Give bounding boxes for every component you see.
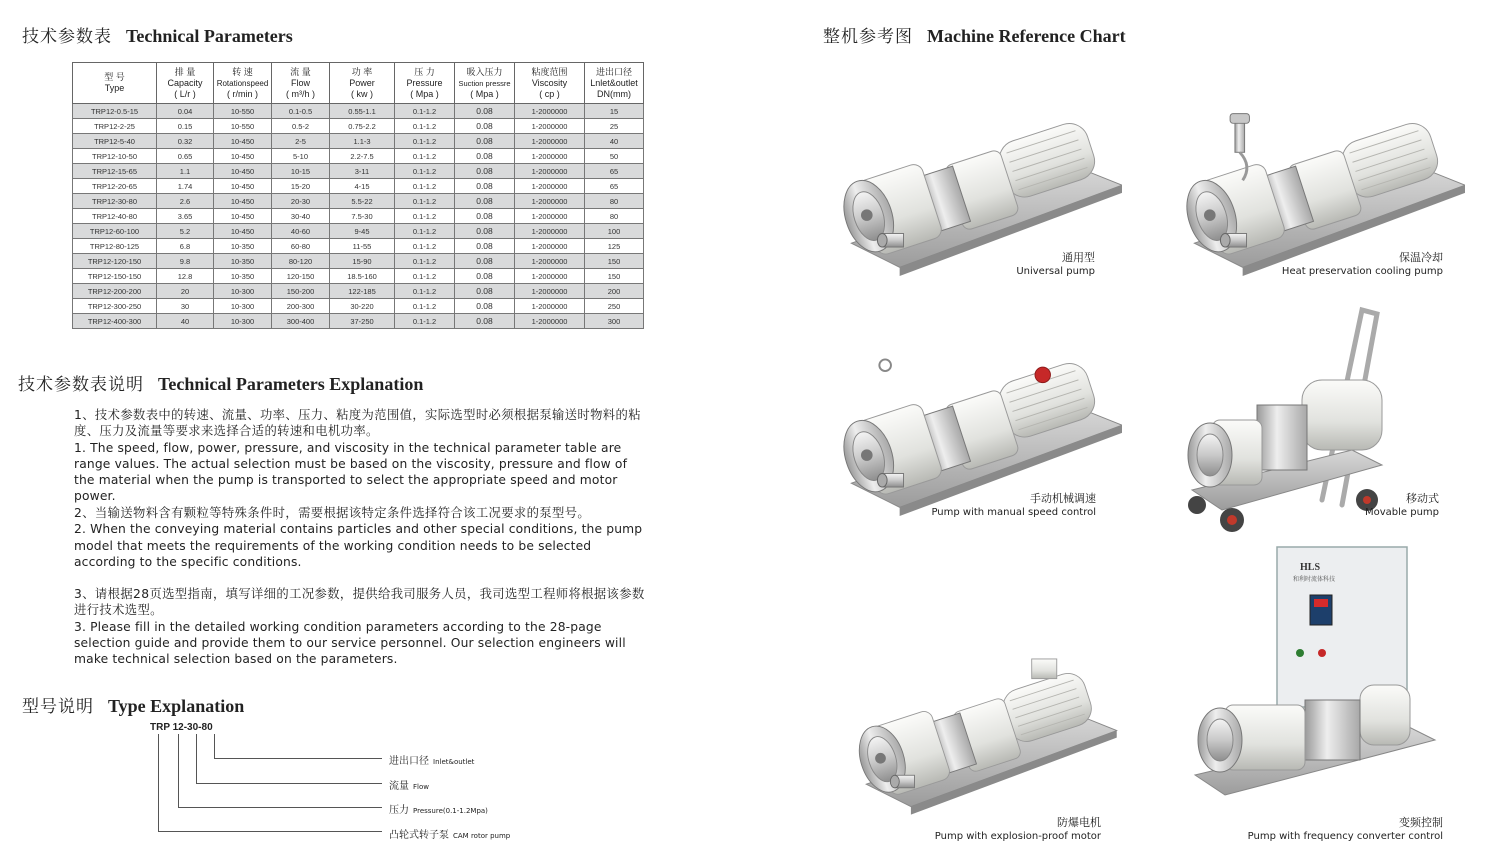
table-cell: 0.65 bbox=[157, 149, 214, 164]
table-row bbox=[73, 119, 644, 134]
type-explanation-title: 型号说明 Type Explanation bbox=[22, 696, 245, 717]
table-cell: 0.1-1.2 bbox=[395, 284, 455, 299]
table-cell: 0.1-1.2 bbox=[395, 224, 455, 239]
pump-image-frequency-converter bbox=[1185, 545, 1445, 809]
table-cell: 15-20 bbox=[272, 179, 330, 194]
bracket-line bbox=[214, 758, 382, 759]
cabinet-brand: HLS bbox=[1300, 562, 1321, 573]
table-header-cell: 流 量 Flow ( m³/h ) bbox=[272, 63, 330, 104]
table-cell: 0.08 bbox=[455, 164, 515, 179]
table-cell: 0.08 bbox=[455, 149, 515, 164]
table-cell: TRP12-120-150 bbox=[73, 254, 157, 269]
table-cell: 120-150 bbox=[272, 269, 330, 284]
table-header-cell: 吸入压力 Suction pressre ( Mpa ) bbox=[455, 63, 515, 104]
table-row bbox=[73, 269, 644, 284]
table-cell: 10-450 bbox=[214, 164, 272, 179]
table-cell: 10-450 bbox=[214, 149, 272, 164]
table-cell: 0.1-1.2 bbox=[395, 209, 455, 224]
table-cell: 10-300 bbox=[214, 314, 272, 329]
pump-caption-manual-speed: 手动机械调速 Pump with manual speed control bbox=[931, 492, 1096, 518]
table-cell: 0.1-1.2 bbox=[395, 269, 455, 284]
pump-caption-frequency-converter: 变频控制 Pump with frequency converter control bbox=[1247, 816, 1443, 842]
table-cell: 0.08 bbox=[455, 119, 515, 134]
pump-caption-universal: 通用型 Universal pump bbox=[1016, 251, 1095, 277]
table-cell: 0.1-1.2 bbox=[395, 254, 455, 269]
table-cell: 9-45 bbox=[330, 224, 395, 239]
bracket-line bbox=[158, 734, 159, 832]
table-header-cell: 排 量 Capacity ( L/r ) bbox=[157, 63, 214, 104]
table-cell: 0.08 bbox=[455, 224, 515, 239]
table-cell: 4-15 bbox=[330, 179, 395, 194]
table-cell: TRP12-2-25 bbox=[73, 119, 157, 134]
table-cell: 7.5-30 bbox=[330, 209, 395, 224]
type-code: TRP 12-30-80 bbox=[150, 722, 213, 733]
table-cell: 1-2000000 bbox=[515, 224, 585, 239]
table-cell: 1-2000000 bbox=[515, 164, 585, 179]
table-cell: 0.08 bbox=[455, 194, 515, 209]
table-cell: 65 bbox=[585, 164, 644, 179]
pump-caption-cooling: 保温冷却 Heat preservation cooling pump bbox=[1281, 251, 1443, 277]
table-row bbox=[73, 104, 644, 119]
pump-image-explosion-proof bbox=[840, 650, 1125, 824]
table-cell: 200 bbox=[585, 284, 644, 299]
table-cell: 10-450 bbox=[214, 209, 272, 224]
table-cell: 122-185 bbox=[330, 284, 395, 299]
table-cell: 2-5 bbox=[272, 134, 330, 149]
table-row bbox=[73, 284, 644, 299]
table-cell: TRP12-150-150 bbox=[73, 269, 157, 284]
table-cell: TRP12-400-300 bbox=[73, 314, 157, 329]
table-cell: 3.65 bbox=[157, 209, 214, 224]
table-cell: 1-2000000 bbox=[515, 314, 585, 329]
table-cell: 0.1-1.2 bbox=[395, 179, 455, 194]
table-cell: 30 bbox=[157, 299, 214, 314]
table-cell: 0.04 bbox=[157, 104, 214, 119]
type-label-flow: 流量 Flow bbox=[389, 781, 429, 792]
table-cell: 11-55 bbox=[330, 239, 395, 254]
table-cell: 0.08 bbox=[455, 284, 515, 299]
table-cell: 1-2000000 bbox=[515, 209, 585, 224]
table-header-cell: 进出口径 Lnlet&outlet DN(mm) bbox=[585, 63, 644, 104]
table-cell: TRP12-5-40 bbox=[73, 134, 157, 149]
pump-caption-explosion-proof: 防爆电机 Pump with explosion-proof motor bbox=[934, 816, 1101, 842]
table-cell: 40 bbox=[585, 134, 644, 149]
table-row bbox=[73, 149, 644, 164]
table-cell: 5-10 bbox=[272, 149, 330, 164]
bracket-line bbox=[178, 807, 382, 808]
table-cell: 40 bbox=[157, 314, 214, 329]
table-cell: 150 bbox=[585, 254, 644, 269]
table-cell: 1-2000000 bbox=[515, 194, 585, 209]
table-cell: 0.08 bbox=[455, 314, 515, 329]
table-cell: 10-550 bbox=[214, 104, 272, 119]
table-cell: 10-350 bbox=[214, 269, 272, 284]
bracket-line bbox=[196, 734, 197, 784]
table-cell: 80 bbox=[585, 194, 644, 209]
table-row bbox=[73, 224, 644, 239]
tech-params-title: 技术参数表 Technical Parameters bbox=[22, 26, 293, 47]
table-cell: 0.1-1.2 bbox=[395, 164, 455, 179]
table-cell: TRP12-10-50 bbox=[73, 149, 157, 164]
table-cell: 50 bbox=[585, 149, 644, 164]
table-cell: 2.2-7.5 bbox=[330, 149, 395, 164]
table-cell: TRP12-30-80 bbox=[73, 194, 157, 209]
table-cell: 125 bbox=[585, 239, 644, 254]
table-row bbox=[73, 194, 644, 209]
table-cell: TRP12-15-65 bbox=[73, 164, 157, 179]
table-cell: 2.6 bbox=[157, 194, 214, 209]
table-cell: 10-300 bbox=[214, 299, 272, 314]
table-cell: 80 bbox=[585, 209, 644, 224]
table-cell: 0.5-2 bbox=[272, 119, 330, 134]
table-cell: 30-220 bbox=[330, 299, 395, 314]
type-label-inlet: 进出口径 Inlet&outlet bbox=[389, 756, 475, 767]
table-cell: 40-60 bbox=[272, 224, 330, 239]
table-cell: 12.8 bbox=[157, 269, 214, 284]
table-cell: 60-80 bbox=[272, 239, 330, 254]
table-cell: 1.1 bbox=[157, 164, 214, 179]
table-cell: 0.08 bbox=[455, 299, 515, 314]
table-row bbox=[73, 209, 644, 224]
table-cell: 1-2000000 bbox=[515, 119, 585, 134]
table-cell: 150 bbox=[585, 269, 644, 284]
table-cell: 1-2000000 bbox=[515, 179, 585, 194]
table-cell: 20-30 bbox=[272, 194, 330, 209]
table-cell: 0.1-1.2 bbox=[395, 104, 455, 119]
table-cell: 9.8 bbox=[157, 254, 214, 269]
table-cell: TRP12-200-200 bbox=[73, 284, 157, 299]
table-cell: 0.08 bbox=[455, 269, 515, 284]
table-cell: 0.1-1.2 bbox=[395, 239, 455, 254]
table-cell: 10-450 bbox=[214, 224, 272, 239]
table-cell: 0.08 bbox=[455, 209, 515, 224]
type-label-pump: 凸轮式转子泵 CAM rotor pump bbox=[389, 830, 511, 841]
pump-caption-movable: 移动式 Movable pump bbox=[1364, 492, 1439, 518]
table-row bbox=[73, 239, 644, 254]
table-row bbox=[73, 254, 644, 269]
table-cell: TRP12-60-100 bbox=[73, 224, 157, 239]
table-cell: 200-300 bbox=[272, 299, 330, 314]
table-cell: 5.5-22 bbox=[330, 194, 395, 209]
table-header-cell: 功 率 Power ( kw ) bbox=[330, 63, 395, 104]
table-cell: 0.08 bbox=[455, 254, 515, 269]
table-cell: TRP12-80-125 bbox=[73, 239, 157, 254]
bracket-line bbox=[158, 831, 382, 832]
table-cell: 80-120 bbox=[272, 254, 330, 269]
table-cell: 15 bbox=[585, 104, 644, 119]
table-cell: TRP12-40-80 bbox=[73, 209, 157, 224]
table-cell: 0.1-1.2 bbox=[395, 299, 455, 314]
table-cell: 1-2000000 bbox=[515, 269, 585, 284]
table-cell: 1-2000000 bbox=[515, 149, 585, 164]
table-cell: 0.1-0.5 bbox=[272, 104, 330, 119]
table-cell: 3-11 bbox=[330, 164, 395, 179]
table-cell: 37-250 bbox=[330, 314, 395, 329]
table-cell: TRP12-0.5-15 bbox=[73, 104, 157, 119]
table-row bbox=[73, 299, 644, 314]
explanation-title: 技术参数表说明 Technical Parameters Explanation bbox=[18, 374, 424, 395]
table-cell: 18.5-160 bbox=[330, 269, 395, 284]
table-cell: 0.1-1.2 bbox=[395, 314, 455, 329]
table-cell: 250 bbox=[585, 299, 644, 314]
table-cell: 10-550 bbox=[214, 119, 272, 134]
table-cell: 10-450 bbox=[214, 179, 272, 194]
table-cell: 0.75-2.2 bbox=[330, 119, 395, 134]
table-cell: 5.2 bbox=[157, 224, 214, 239]
table-cell: 0.1-1.2 bbox=[395, 149, 455, 164]
type-label-pressure: 压力 Pressure(0.1-1.2Mpa) bbox=[389, 805, 488, 816]
table-cell: 0.1-1.2 bbox=[395, 134, 455, 149]
table-cell: 20 bbox=[157, 284, 214, 299]
technical-parameters-table bbox=[72, 62, 644, 329]
table-cell: 0.55-1.1 bbox=[330, 104, 395, 119]
table-cell: 300 bbox=[585, 314, 644, 329]
table-cell: 0.08 bbox=[455, 239, 515, 254]
explanation-item-3: 3、请根据28页选型指南，填写详细的工况参数，提供给我司服务人员，我司选型工程师将根据该参数进行技术选型。 3. Please fill in the detailed working condition parameters according to the 28-page selection guide and provide them to our service personnel. Our selection engineers will make technical selection based on the parameters. bbox=[74, 587, 645, 667]
table-cell: 0.1-1.2 bbox=[395, 194, 455, 209]
table-row bbox=[73, 134, 644, 149]
table-cell: 1-2000000 bbox=[515, 284, 585, 299]
table-cell: 150-200 bbox=[272, 284, 330, 299]
table-cell: 15-90 bbox=[330, 254, 395, 269]
table-header-cell: 转 速 Rotationspeed ( r/min ) bbox=[214, 63, 272, 104]
table-cell: 0.15 bbox=[157, 119, 214, 134]
table-cell: 10-350 bbox=[214, 239, 272, 254]
table-cell: 0.08 bbox=[455, 134, 515, 149]
table-cell: 1-2000000 bbox=[515, 254, 585, 269]
explanation-item-2: 2、当输送物料含有颗粒等特殊条件时，需要根据该特定条件选择符合该工况要求的泵型号。 2. When the conveying material contains particles and other special conditions, the pump model that meets the requirements of the working condition needs to be selected according to the specific conditions. bbox=[74, 506, 643, 569]
bracket-line bbox=[214, 734, 215, 759]
table-header-row bbox=[73, 63, 644, 104]
table-row bbox=[73, 179, 644, 194]
bracket-line bbox=[196, 783, 382, 784]
table-cell: 6.8 bbox=[157, 239, 214, 254]
table-header-cell: 粘度范围 Viscosity ( cp ) bbox=[515, 63, 585, 104]
table-cell: 0.08 bbox=[455, 104, 515, 119]
table-cell: 100 bbox=[585, 224, 644, 239]
table-header-cell: 压 力 Pressure ( Mpa ) bbox=[395, 63, 455, 104]
table-row bbox=[73, 164, 644, 179]
table-cell: TRP12-300-250 bbox=[73, 299, 157, 314]
table-cell: 300-400 bbox=[272, 314, 330, 329]
table-cell: 1-2000000 bbox=[515, 104, 585, 119]
table-cell: 25 bbox=[585, 119, 644, 134]
table-cell: 65 bbox=[585, 179, 644, 194]
table-header-cell: 型 号 Type bbox=[73, 63, 157, 104]
cabinet-sub: 和利时流体科技 bbox=[1293, 576, 1336, 583]
table-cell: 10-15 bbox=[272, 164, 330, 179]
table-cell: 1.74 bbox=[157, 179, 214, 194]
bracket-line bbox=[178, 734, 179, 808]
table-cell: 0.08 bbox=[455, 179, 515, 194]
machine-chart-title: 整机参考图 Machine Reference Chart bbox=[823, 26, 1126, 47]
table-cell: 1-2000000 bbox=[515, 239, 585, 254]
table-cell: TRP12-20-65 bbox=[73, 179, 157, 194]
table-cell: 10-300 bbox=[214, 284, 272, 299]
table-cell: 30-40 bbox=[272, 209, 330, 224]
table-cell: 0.32 bbox=[157, 134, 214, 149]
table-cell: 10-450 bbox=[214, 194, 272, 209]
table-row bbox=[73, 314, 644, 329]
table-cell: 10-450 bbox=[214, 134, 272, 149]
explanation-item-1: 1、技术参数表中的转速、流量、功率、压力、粘度为范围值，实际选型时必须根据泵输送时物料的粘度、压力及流量等要求来选择合适的转速和电机功率。 1. The speed, flow, power, pressure, and viscosity in the technical parameter table are range values. The actual selection must be based on the viscosity, pressure and flow of the material when the pump is transported to select the appropriate speed and motor power. bbox=[74, 408, 641, 504]
table-cell: 1.1-3 bbox=[330, 134, 395, 149]
table-cell: 1-2000000 bbox=[515, 299, 585, 314]
table-cell: 10-350 bbox=[214, 254, 272, 269]
table-cell: 0.1-1.2 bbox=[395, 119, 455, 134]
table-cell: 1-2000000 bbox=[515, 134, 585, 149]
